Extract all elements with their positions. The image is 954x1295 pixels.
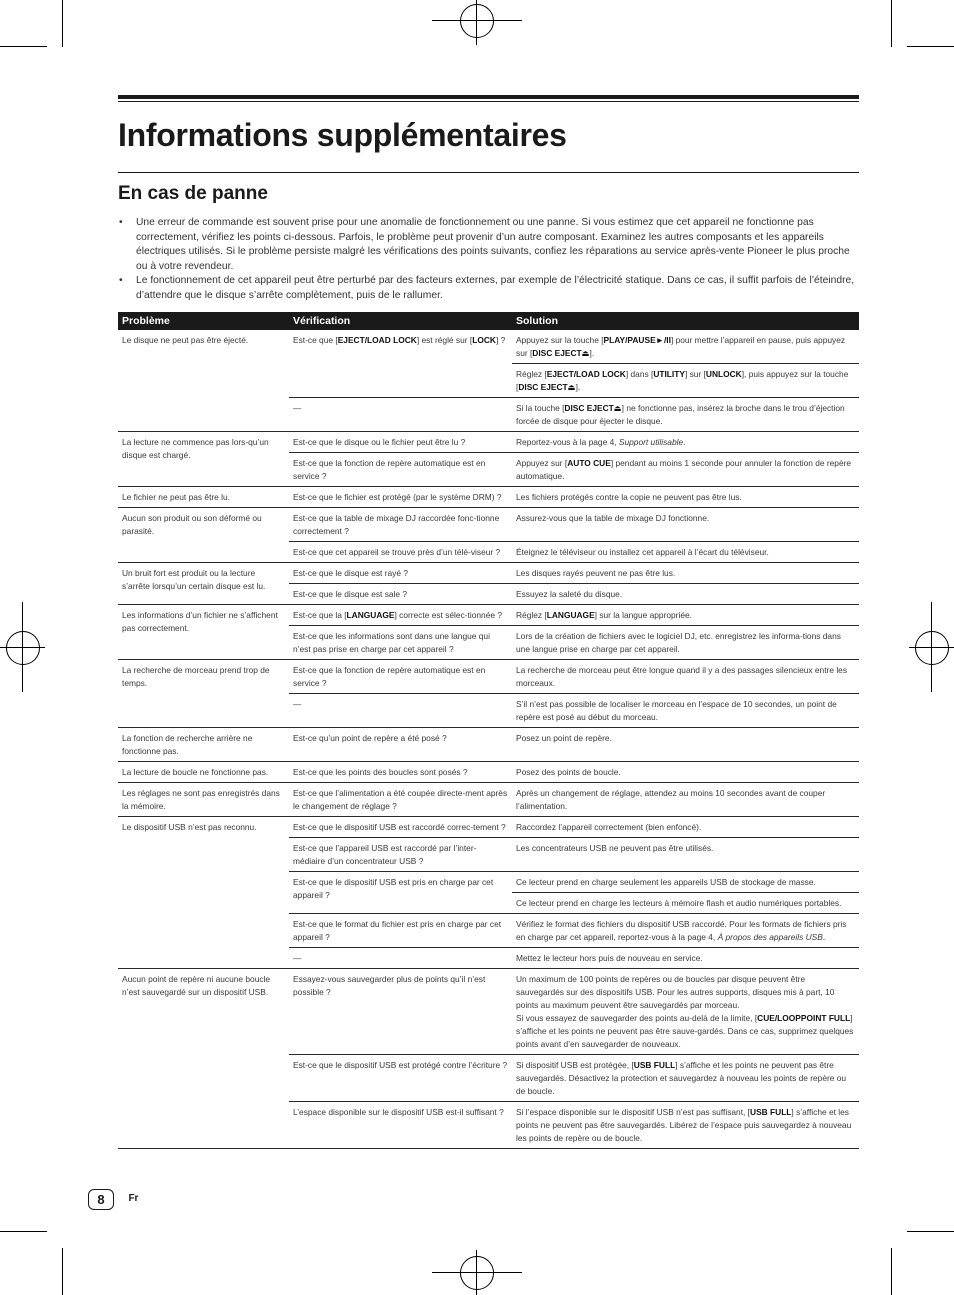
solution-cell: Posez un point de repère. [512, 728, 859, 762]
solution-cell: Si la touche [DISC EJECT⏏] ne fonctionne pas, insérez la broche dans le trou d’éjection forcée de disque pour éjecter le disque. [512, 398, 859, 432]
verification-cell: Est-ce que [EJECT/LOAD LOCK] est réglé sur [LOCK] ? [289, 330, 512, 398]
verification-cell: — [289, 694, 512, 728]
page-number: 8 [88, 1189, 114, 1210]
verification-cell: Est-ce que le disque est sale ? [289, 584, 512, 605]
verification-cell: Est-ce que la fonction de repère automatique est en service ? [289, 453, 512, 487]
table-row [118, 487, 859, 508]
solution-cell: Après un changement de réglage, attendez au moins 10 secondes avant de couper l’alimentation. [512, 783, 859, 817]
problem-cell: Les réglages ne sont pas enregistrés dans la mémoire. [118, 783, 289, 817]
table-row [118, 762, 859, 783]
verification-cell: Est-ce que le format du fichier est pris en charge par cet appareil ? [289, 914, 512, 948]
page-title: Informations supplémentaires [118, 117, 567, 153]
verification-cell: Est-ce que l’appareil USB est raccordé par l’inter-médiaire d’un concentrateur USB ? [289, 838, 512, 872]
verification-cell: Est-ce que la fonction de repère automatique est en service ? [289, 660, 512, 694]
problem-cell: Aucun point de repère ni aucune boucle n’est sauvegardé sur un dispositif USB. [118, 969, 289, 1149]
verification-cell: — [289, 948, 512, 969]
section-title: En cas de panne [118, 183, 268, 204]
table-header-row [118, 312, 859, 330]
verification-cell: Est-ce que les informations sont dans une langue qui n’est pas prise en charge par cet appareil ? [289, 626, 512, 660]
solution-cell: Appuyez sur la touche [PLAY/PAUSE►/II] pour mettre l’appareil en pause, puis appuyez sur [DISC EJECT⏏]. [512, 330, 859, 364]
verification-cell: Essayez-vous sauvegarder plus de points qu’il n’est possible ? [289, 969, 512, 1055]
problem-cell: Un bruit fort est produit ou la lecture s’arrête lorsqu’un certain disque est lu. [118, 563, 289, 605]
table-row [118, 660, 859, 694]
column-header-solution: Solution [512, 312, 859, 330]
intro-item: • Le fonctionnement de cet appareil peut être perturbé par des facteurs externes, par exemple de l’électricité statique. Dans ce cas, il suffit parfois de l’éteindre, d’attendre que le disque s’arrête complètement, puis de le rallumer. [118, 274, 859, 303]
table-row [118, 330, 859, 364]
solution-cell: Si dispositif USB est protégée, [USB FULL] s’affiche et les points ne peuvent pas être sauvegardés. Désactivez la protection et sauvegardez à nouveau les points de repère ou de boucle. [512, 1055, 859, 1102]
solution-cell: Mettez le lecteur hors puis de nouveau en service. [512, 948, 859, 969]
solution-cell: La recherche de morceau peut être longue quand il y a des passages silencieux entre les morceaux. [512, 660, 859, 694]
intro-list [118, 216, 859, 303]
solution-cell: Les disques rayés peuvent ne pas être lus. [512, 563, 859, 584]
language-code: Fr [128, 1193, 139, 1204]
page-footer [88, 1189, 138, 1210]
solution-cell: Réglez [EJECT/LOAD LOCK] dans [UTILITY] sur [UNLOCK], puis appuyez sur la touche [DISC EJECT⏏]. [512, 364, 859, 398]
solution-cell: Appuyez sur [AUTO CUE] pendant au moins 1 seconde pour annuler la fonction de repère automatique. [512, 453, 859, 487]
table-row [118, 432, 859, 453]
verification-cell: Est-ce que le dispositif USB est protégé contre l’écriture ? [289, 1055, 512, 1102]
verification-cell: Est-ce que le disque est rayé ? [289, 563, 512, 584]
verification-cell: Est-ce que la table de mixage DJ raccordée fonc-tionne correctement ? [289, 508, 512, 542]
table-row [118, 563, 859, 584]
solution-cell: Lors de la création de fichiers avec le logiciel DJ, etc. enregistrez les informa-tions dans une langue prise en charge par cet appareil. [512, 626, 859, 660]
problem-cell: Aucun son produit ou son déformé ou parasité. [118, 508, 289, 563]
solution-cell: Essuyez la saleté du disque. [512, 584, 859, 605]
table-row [118, 508, 859, 542]
title-rule-thin [118, 101, 859, 102]
column-header-problem: Problème [118, 312, 289, 330]
verification-cell: Est-ce que le dispositif USB est pris en charge par cet appareil ? [289, 872, 512, 914]
solution-cell: Les fichiers protégés contre la copie ne peuvent pas être lus. [512, 487, 859, 508]
solution-cell: S’il n’est pas possible de localiser le morceau en l’espace de 10 secondes, un point de repère est posé au début du morceau. [512, 694, 859, 728]
solution-cell: Si l’espace disponible sur le dispositif USB n’est pas suffisant, [USB FULL] s’affiche et les points ne peuvent pas être sauvegardés. Libérez de l’espace puis sauvegardez à nouveau les points de repère ou de boucle. [512, 1102, 859, 1149]
solution-cell: Réglez [LANGUAGE] sur la langue appropriée. [512, 605, 859, 626]
verification-cell: Est-ce que les points des boucles sont posés ? [289, 762, 512, 783]
solution-cell: Un maximum de 100 points de repères ou de boucles par disque peuvent être sauvegardés sur des dispositifs USB. Pour les autres supports, disques mis à part, 10 points au maximum peuvent être sauvegardés par morceau. Si vous essayez de sauvegarder des points au-delà de la limite, [CUE/LOOPPOINT FULL] s’affiche et les points ne peuvent pas être sauve-gardés. Dans ce cas, supprimez quelques points avant d’en sauvegarder de nouveaux. [512, 969, 859, 1055]
solution-cell: Ce lecteur prend en charge seulement les appareils USB de stockage de masse. [512, 872, 859, 893]
problem-cell: La recherche de morceau prend trop de temps. [118, 660, 289, 728]
problem-cell: La lecture de boucle ne fonctionne pas. [118, 762, 289, 783]
table-row [118, 605, 859, 626]
problem-cell: Le disque ne peut pas être éjecté. [118, 330, 289, 432]
solution-cell: Éteignez le téléviseur ou installez cet appareil à l’écart du téléviseur. [512, 542, 859, 563]
table-row [118, 783, 859, 817]
verification-cell: Est-ce que la [LANGUAGE] correcte est sélec-tionnée ? [289, 605, 512, 626]
verification-cell: Est-ce que le dispositif USB est raccordé correc-tement ? [289, 817, 512, 838]
problem-cell: Les informations d’un fichier ne s’affichent pas correctement. [118, 605, 289, 660]
solution-cell: Vérifiez le format des fichiers du dispositif USB raccordé. Pour les formats de fichiers pris en charge par cet appareil, reportez-vous à la page 4, À propos des appareils USB. [512, 914, 859, 948]
problem-cell: Le fichier ne peut pas être lu. [118, 487, 289, 508]
solution-cell: Assurez-vous que la table de mixage DJ fonctionne. [512, 508, 859, 542]
page-content [118, 95, 859, 1149]
problem-cell: Le dispositif USB n’est pas reconnu. [118, 817, 289, 969]
verification-cell: Est-ce que cet appareil se trouve près d’un télé-viseur ? [289, 542, 512, 563]
verification-cell: — [289, 398, 512, 432]
title-rule [118, 95, 859, 99]
problem-cell: La fonction de recherche arrière ne fonctionne pas. [118, 728, 289, 762]
problem-cell: La lecture ne commence pas lors-qu’un disque est chargé. [118, 432, 289, 487]
intro-item: • Une erreur de commande est souvent prise pour une anomalie de fonctionnement ou une panne. Si vous estimez que cet appareil ne fonctionne pas correctement, vérifiez les points ci-dessous. Parfois, le problème peut provenir d’un autre composant. Examinez les autres composants et les appareils électriques utilisés. Si le problème persiste malgré les vérifications des points suivants, confiez les réparations au service après-vente Pioneer le plus proche ou à votre revendeur. [118, 216, 859, 274]
troubleshooting-table [118, 312, 859, 1149]
verification-cell: Est-ce que le fichier est protégé (par le système DRM) ? [289, 487, 512, 508]
verification-cell: Est-ce que l’alimentation a été coupée directe-ment après le changement de réglage ? [289, 783, 512, 817]
column-header-verification: Vérification [289, 312, 512, 330]
table-row [118, 969, 859, 1055]
solution-cell: Ce lecteur prend en charge les lecteurs à mémoire flash et audio numériques portables. [512, 893, 859, 914]
table-row [118, 817, 859, 838]
solution-cell: Raccordez l’appareil correctement (bien enfoncé). [512, 817, 859, 838]
verification-cell: L’espace disponible sur le dispositif USB est-il suffisant ? [289, 1102, 512, 1149]
verification-cell: Est-ce que le disque ou le fichier peut être lu ? [289, 432, 512, 453]
table-row [118, 728, 859, 762]
solution-cell: Les concentrateurs USB ne peuvent pas être utilisés. [512, 838, 859, 872]
table-body [118, 330, 859, 1149]
verification-cell: Est-ce qu’un point de repère a été posé ? [289, 728, 512, 762]
section-rule [118, 172, 859, 173]
solution-cell: Posez des points de boucle. [512, 762, 859, 783]
solution-cell: Reportez-vous à la page 4, Support utilisable. [512, 432, 859, 453]
